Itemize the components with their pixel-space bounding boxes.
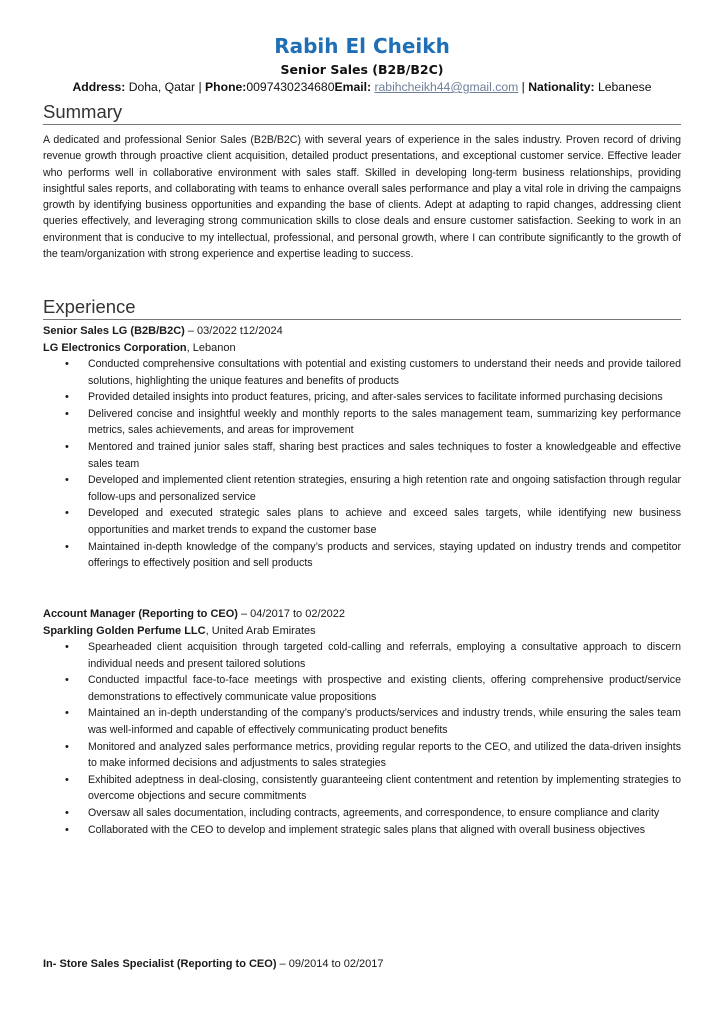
list-item: • Monitored and analyzed sales performance metrics, providing regular reports to the CEO, and utilized the data-driven insights to make informed decisions and adjustments to sales strategies: [43, 739, 681, 772]
address-label: Address:: [72, 80, 126, 94]
job-role: Account Manager (Reporting to CEO): [43, 608, 238, 620]
email-link[interactable]: rabihcheikh44@gmail.com: [374, 80, 519, 94]
job-company: Sparkling Golden Perfume LLC: [43, 625, 206, 637]
job-dates: – 04/2017 to 02/2022: [237, 608, 345, 620]
contact-line: [0, 80, 724, 94]
job-dates: – 03/2022 t12/2024: [184, 325, 283, 337]
phone-value: 0097430234680: [246, 80, 335, 94]
email-label: Email:: [334, 80, 372, 94]
list-item: • Provided detailed insights into product features, pricing, and after-sales services to facilitate informed purchasing decisions: [43, 389, 681, 406]
list-item: • Developed and implemented client retention strategies, ensuring a high retention rate and ongoing satisfaction through regular follow-ups and personalized service: [43, 472, 681, 505]
summary-text: A dedicated and professional Senior Sales (B2B/B2C) with several years of experience in the sales industry. Proven record of driving revenue growth through proactive client acquisition, detailed product presentations, and exceptional customer service. Effective leader who performs well in collaborative environment with sales staff. Skilled in developing long-term business relationships, providing insightful sales reports, and collaborating with teams to enhance overall sales performance and play a vital role in driving the campaigns growth by identifying business opportunities and expanding the base of clients. Adept at adapting to rapid changes, addressing client queries effectively, and leveraging strong communication skills to close deals and ensure customer satisfaction. Seeking to work in an environment that is conducive to my intellectual, professional, and personal growth, where I can contribute significantly to the growth of the team/organization with strong experience and expertise leading to success.: [43, 134, 681, 261]
experience-heading: Experience: [43, 296, 681, 320]
list-item: • Conducted impactful face-to-face meetings with prospective and existing clients, offering comprehensive product/service demonstrations to effectively communicate value propositions: [43, 672, 681, 705]
list-item: • Maintained an in-depth understanding of the company’s products/services and industry trends, while ensuring the sales team was well-informed and capable of effectively communicating product benefits: [43, 705, 681, 738]
list-item: • Exhibited adeptness in deal-closing, consistently guaranteeing client contentment and retention by implementing strategies to overcome objections and secure commitments: [43, 772, 681, 805]
list-item: • Collaborated with the CEO to develop and implement strategic sales plans that aligned with overall business objectives: [43, 822, 681, 839]
job-company-line: [43, 623, 683, 639]
list-item: • Oversaw all sales documentation, including contracts, agreements, and correspondence, to ensure compliance and clarity: [43, 805, 681, 822]
job-role: In- Store Sales Specialist (Reporting to CEO): [43, 958, 277, 970]
list-item: • Maintained in-depth knowledge of the company’s products and services, staying updated on industry trends and competitor offerings to effectively position and sell products: [43, 539, 681, 572]
job-bullets: [43, 639, 681, 838]
job-title-line: [43, 323, 683, 339]
list-item: • Developed and executed strategic sales plans to achieve and exceed sales targets, while identifying new business opportunities and market trends to expand the customer base: [43, 505, 681, 538]
candidate-title: Senior Sales (B2B/B2C): [280, 62, 444, 77]
list-item: • Conducted comprehensive consultations with potential and existing customers to understand their needs and provide tailored solutions, highlighting the unique features and benefits of products: [43, 356, 681, 389]
job-dates: – 09/2014 to 02/2017: [276, 958, 384, 970]
job-title-line: [43, 956, 683, 972]
phone-label: Phone:: [205, 80, 247, 94]
separator: |: [521, 80, 525, 94]
nationality-label: Nationality:: [528, 80, 595, 94]
summary-heading: Summary: [43, 101, 681, 125]
separator: |: [198, 80, 202, 94]
list-item: • Mentored and trained junior sales staff, sharing best practices and sales techniques to foster a knowledgeable and effective sales team: [43, 439, 681, 472]
job-bullets: [43, 356, 681, 572]
job-company: LG Electronics Corporation: [43, 342, 187, 354]
job-location: , United Arab Emirates: [205, 625, 316, 637]
candidate-name: Rabih El Cheikh: [274, 34, 450, 58]
job-location: , Lebanon: [186, 342, 236, 354]
job-company-line: [43, 340, 683, 356]
nationality-value: Lebanese: [597, 80, 652, 94]
list-item: • Spearheaded client acquisition through targeted cold-calling and referrals, employing a consultative approach to discern individual needs and present tailored solutions: [43, 639, 681, 672]
job-title-line: [43, 606, 683, 622]
address-value: Doha, Qatar: [128, 80, 196, 94]
job-role: Senior Sales LG (B2B/B2C): [43, 325, 185, 337]
list-item: • Delivered concise and insightful weekly and monthly reports to the sales management team, summarizing key performance metrics, sales achievements, and areas for improvement: [43, 406, 681, 439]
